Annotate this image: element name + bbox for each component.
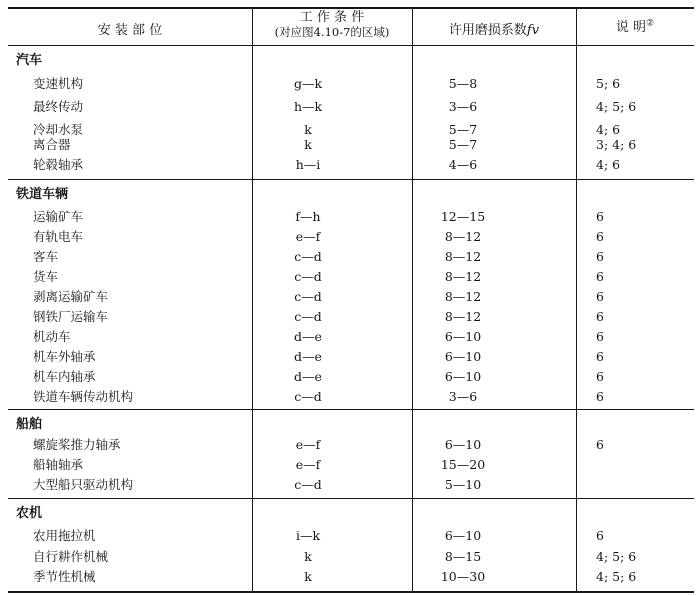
row-note: 6 — [596, 528, 604, 543]
section-divider-2 — [8, 409, 694, 410]
row-fv: 5—10 — [444, 477, 482, 492]
row-condition: f—h — [295, 209, 321, 224]
row-fv: 15—20 — [440, 457, 486, 472]
row-note: 4; 5; 6 — [596, 569, 637, 584]
header-install-location — [8, 19, 252, 38]
row-name: 运输矿车 — [33, 209, 84, 224]
row-fv: 5—7 — [448, 137, 478, 152]
row-fv: 8—12 — [444, 269, 482, 284]
row-note: 6 — [596, 369, 604, 384]
row-name: 钢铁厂运输车 — [33, 309, 109, 324]
row-fv: 6—10 — [444, 437, 482, 452]
row-condition: k — [304, 569, 312, 584]
row-fv: 6—10 — [444, 349, 482, 364]
row-fv: 6—10 — [444, 369, 482, 384]
row-name: 机动车 — [33, 329, 71, 344]
row-condition: e—f — [295, 229, 321, 244]
row-note: 6 — [596, 437, 604, 452]
row-fv: 8—12 — [444, 309, 482, 324]
row-name: 铁道车辆传动机构 — [33, 389, 134, 404]
row-name: 离合器 — [33, 137, 71, 152]
row-condition: e—f — [295, 457, 321, 472]
row-fv: 3—6 — [448, 99, 478, 114]
row-condition: k — [304, 137, 312, 152]
row-condition: d—e — [294, 349, 322, 364]
row-name: 剥离运输矿车 — [33, 289, 109, 304]
row-name: 机车内轴承 — [33, 369, 96, 384]
row-condition: i—k — [295, 528, 321, 543]
row-condition: k — [304, 549, 312, 564]
row-name: 农用拖拉机 — [33, 528, 96, 543]
row-condition: c—d — [294, 289, 322, 304]
column-separator — [576, 7, 577, 593]
header-rule — [8, 45, 694, 46]
header-working-condition-subtitle: (对应图4.10-7的区域) — [274, 25, 390, 39]
row-condition: c—d — [294, 249, 322, 264]
row-fv: 8—12 — [444, 249, 482, 264]
row-condition: c—d — [294, 309, 322, 324]
row-name: 大型船只驱动机构 — [33, 477, 134, 492]
row-name: 船轴轴承 — [33, 457, 84, 472]
row-fv: 3—6 — [448, 389, 478, 404]
row-fv: 6—10 — [444, 528, 482, 543]
row-name: 季节性机械 — [33, 569, 96, 584]
row-note: 6 — [596, 209, 604, 224]
row-condition: c—d — [294, 477, 322, 492]
section-title: 农机 — [16, 506, 43, 521]
section-title: 船舶 — [16, 417, 43, 432]
row-condition: k — [304, 122, 312, 137]
row-note: 6 — [596, 329, 604, 344]
row-condition: d—e — [294, 329, 322, 344]
row-note: 4; 6 — [596, 122, 621, 137]
header-working-condition-title: 工 作 条 件 — [299, 10, 365, 25]
row-fv: 8—12 — [444, 229, 482, 244]
row-fv: 8—15 — [444, 549, 482, 564]
row-name: 货车 — [33, 269, 59, 284]
row-condition: e—f — [295, 437, 321, 452]
row-condition: g—k — [293, 76, 323, 91]
row-condition: h—k — [293, 99, 323, 114]
row-name: 客车 — [33, 249, 59, 264]
row-fv: 4—6 — [448, 157, 478, 172]
top-rule — [8, 7, 694, 9]
row-condition: c—d — [294, 269, 322, 284]
row-note: 6 — [596, 309, 604, 324]
row-note: 4; 5; 6 — [596, 99, 637, 114]
header-fv-symbol: fv — [526, 23, 540, 38]
header-install-location-text: 安 装 部 位 — [97, 23, 163, 38]
row-fv: 5—8 — [448, 76, 478, 91]
row-name: 冷却水泵 — [33, 122, 84, 137]
row-note: 5; 6 — [596, 76, 621, 91]
row-fv: 10—30 — [440, 569, 486, 584]
section-title: 汽车 — [16, 53, 43, 68]
header-notes-text: 说 明 — [615, 20, 647, 35]
row-condition: d—e — [294, 369, 322, 384]
row-note: 4; 6 — [596, 157, 621, 172]
header-allowable-wear-text: 许用磨损系数 — [448, 23, 527, 38]
row-name: 有轨电车 — [33, 229, 84, 244]
row-condition: h—i — [295, 157, 321, 172]
header-notes — [576, 16, 694, 35]
row-name: 轮毂轴承 — [33, 157, 84, 172]
row-note: 6 — [596, 349, 604, 364]
row-name: 最终传动 — [33, 99, 84, 114]
row-fv: 8—12 — [444, 289, 482, 304]
header-notes-footnote-mark: ② — [646, 18, 655, 29]
section-title: 铁道车辆 — [16, 187, 69, 202]
header-allowable-wear — [412, 19, 576, 38]
row-name: 机车外轴承 — [33, 349, 96, 364]
row-note: 6 — [596, 229, 604, 244]
row-note: 3; 4; 6 — [596, 137, 637, 152]
row-note: 6 — [596, 289, 604, 304]
row-fv: 6—10 — [444, 329, 482, 344]
row-note: 6 — [596, 249, 604, 264]
row-name: 螺旋桨推力轴承 — [33, 437, 121, 452]
row-fv: 12—15 — [440, 209, 486, 224]
row-note: 6 — [596, 389, 604, 404]
row-name: 变速机构 — [33, 76, 84, 91]
row-note: 4; 5; 6 — [596, 549, 637, 564]
row-condition: c—d — [294, 389, 322, 404]
header-working-condition — [252, 11, 412, 39]
section-divider-1 — [8, 179, 694, 180]
row-name: 自行耕作机械 — [33, 549, 109, 564]
bottom-rule — [8, 591, 694, 593]
row-note: 6 — [596, 269, 604, 284]
section-divider-3 — [8, 498, 694, 499]
row-fv: 5—7 — [448, 122, 478, 137]
